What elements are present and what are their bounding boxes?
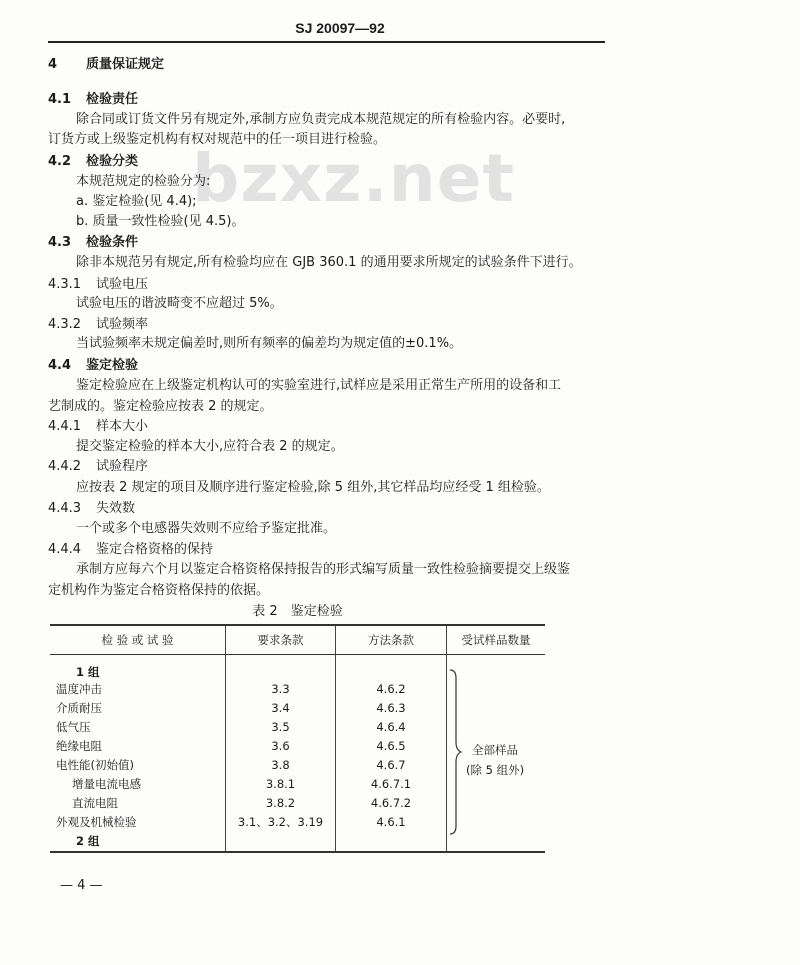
requirement-clause: 3.6 [226,737,336,756]
sample-quantity-note: (除 5 组外) [466,763,525,777]
test-name: 电性能(初始值) [56,758,134,772]
right-brace-icon [448,668,468,836]
paragraph: 一个或多个电感器失效则不应给予鉴定批准。 [76,521,337,536]
section-4-4-1-heading: 4.4.1 样本大小 [48,419,149,434]
test-name: 温度冲击 [56,682,102,696]
paragraph: 试验电压的谐波畸变不应超过 5%。 [76,296,283,311]
paragraph: 当试验频率未规定偏差时,则所有频率的偏差均为规定值的±0.1%。 [76,336,463,351]
paragraph: 应按表 2 规定的项目及顺序进行鉴定检验,除 5 组外,其它样品均应经受 1 组检验。 [76,480,550,495]
document-id-header: SJ 20097—92 [295,20,385,36]
section-4-3-1-heading: 4.3.1 试验电压 [48,277,149,292]
paragraph: 除非本规范另有规定,所有检验均应在 GJB 360.1 的通用要求所规定的试验条件下进行。 [76,255,582,270]
requirement-clause: 3.8.1 [226,775,336,794]
sample-quantity-cell [448,668,538,836]
section-4-2-heading: 4.2 检验分类 [48,154,139,169]
column-header: 受试样品数量 [447,625,546,655]
section-4-heading: 4 质量保证规定 [48,57,165,72]
section-4-4-3-heading: 4.4.3 失效数 [48,501,136,516]
requirement-clause: 3.1、3.2、3.19 [226,813,336,832]
test-name: 低气压 [56,720,91,734]
test-name: 介质耐压 [56,701,102,715]
method-clause: 4.6.1 [336,813,447,832]
test-name: 直流电阻 [72,796,118,810]
section-4-3-heading: 4.3 检验条件 [48,235,139,250]
paragraph: 提交鉴定检验的样本大小,应符合表 2 的规定。 [76,439,344,454]
group-label: 2 组 [50,832,226,852]
test-name: 外观及机械检验 [56,815,137,829]
test-name: 绝缘电阻 [56,739,102,753]
paragraph: 订货方或上级鉴定机构有权对规范中的任一项目进行检验。 [48,132,387,147]
sample-quantity-text: 全部样品 [472,743,519,757]
paragraph: 本规范规定的检验分为: [76,174,211,189]
test-name: 增量电流电感 [72,777,141,791]
paragraph: 除合同或订货文件另有规定外,承制方应负责完成本规范规定的所有检验内容。必要时, [76,112,566,127]
list-item: b. 质量一致性检验(见 4.5)。 [76,214,245,229]
requirement-clause: 3.3 [226,680,336,699]
section-4-1-heading: 4.1 检验责任 [48,92,139,107]
method-clause: 4.6.7.2 [336,794,447,813]
section-4-4-heading: 4.4 鉴定检验 [48,358,139,373]
method-clause: 4.6.2 [336,680,447,699]
requirement-clause: 3.5 [226,718,336,737]
paragraph: 承制方应每六个月以鉴定合格资格保持报告的形式编写质量一致性检验摘要提交上级鉴 [76,562,571,577]
column-header: 方法条款 [336,625,447,655]
list-item: a. 鉴定检验(见 4.4); [76,194,197,209]
group-label: 1 组 [76,664,100,679]
header-rule [48,41,605,43]
requirement-clause: 3.4 [226,699,336,718]
section-4-4-2-heading: 4.4.2 试验程序 [48,459,149,474]
section-4-4-4-heading: 4.4.4 鉴定合格资格的保持 [48,542,214,557]
method-clause: 4.6.5 [336,737,447,756]
paragraph: 定机构作为鉴定合格资格保持的依据。 [48,583,270,598]
column-header: 检 验 或 试 验 [50,625,226,655]
paragraph: 艺制成的。鉴定检验应按表 2 的规定。 [48,399,273,414]
method-clause: 4.6.7 [336,756,447,775]
requirement-clause: 3.8 [226,756,336,775]
section-4-3-2-heading: 4.3.2 试验频率 [48,317,149,332]
method-clause: 4.6.4 [336,718,447,737]
paragraph: 鉴定检验应在上级鉴定机构认可的实验室进行,试样应是采用正常生产所用的设备和工 [76,378,562,393]
watermark: bzxz.net [192,140,516,217]
page-number: — 4 — [60,878,103,893]
method-clause: 4.6.3 [336,699,447,718]
requirement-clause: 3.8.2 [226,794,336,813]
method-clause: 4.6.7.1 [336,775,447,794]
column-header: 要求条款 [226,625,336,655]
table-caption: 表 2 鉴定检验 [252,604,343,619]
